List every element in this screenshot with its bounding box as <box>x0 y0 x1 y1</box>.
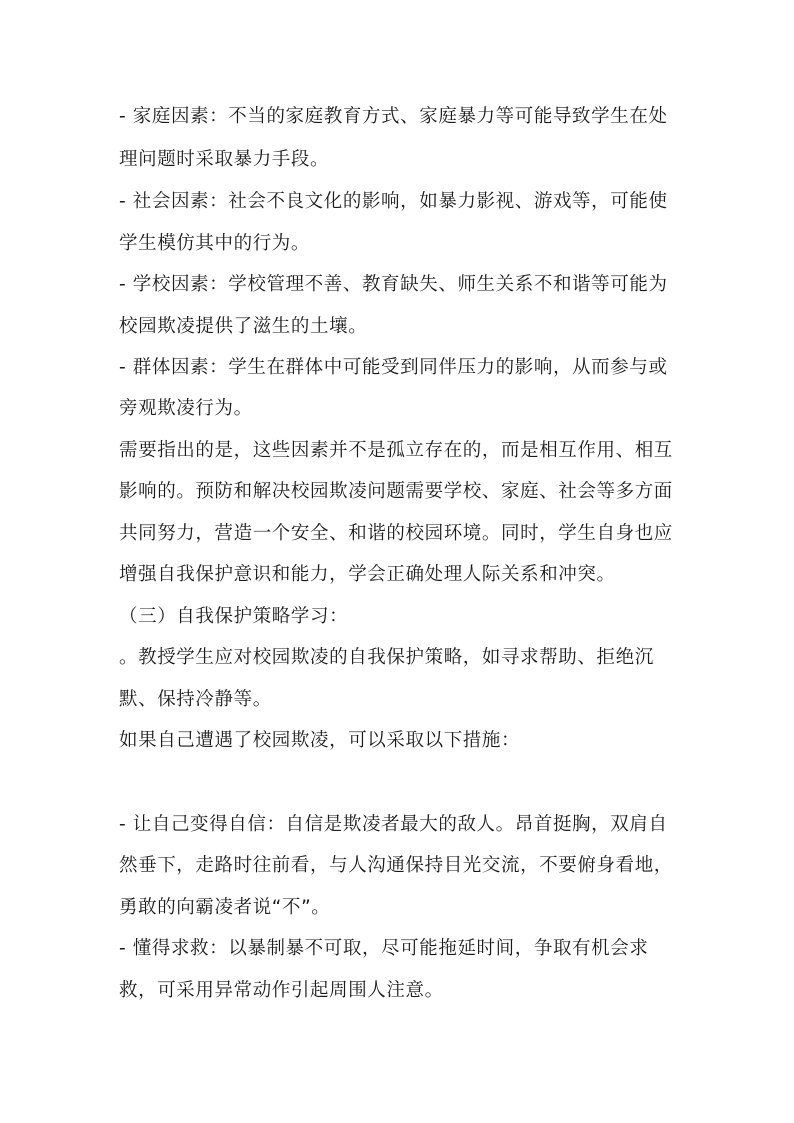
text-line: 如果自己遭遇了校园欺凌，可以采取以下措施： <box>119 730 521 751</box>
text-line: 理问题时采取暴力手段。 <box>119 149 330 170</box>
text-line: 勇敢的向霸凌者说“不”。 <box>119 897 331 918</box>
text-line: 默、保持冷静等。 <box>119 689 272 710</box>
text-line: - 让自己变得自信：自信是欺凌者最大的敌人。昂首挺胸，双肩自 <box>119 814 668 835</box>
text-line: 共同努力，营造一个安全、和谐的校园环境。同时，学生自身也应 <box>119 523 673 544</box>
text-line: - 家庭因素：不当的家庭教育方式、家庭暴力等可能导致学生在处 <box>119 106 668 127</box>
text-line: - 社会因素：社会不良文化的影响，如暴力影视、游戏等，可能使 <box>119 191 668 212</box>
text-line: 。教授学生应对校园欺凌的自我保护策略，如寻求帮助、拒绝沉 <box>119 647 654 668</box>
text-line: 学生模仿其中的行为。 <box>119 233 311 254</box>
section-heading: （三）自我保护策略学习： <box>119 606 349 627</box>
text-line: - 懂得求救：以暴制暴不可取，尽可能拖延时间，争取有机会求 <box>119 938 649 959</box>
text-line: 需要指出的是，这些因素并不是孤立存在的，而是相互作用、相互 <box>119 440 673 461</box>
text-line: 校园欺凌提供了滋生的土壤。 <box>119 316 368 337</box>
text-line: - 学校因素：学校管理不善、教育缺失、师生关系不和谐等可能为 <box>119 274 668 295</box>
text-line: 救，可采用异常动作引起周围人注意。 <box>119 980 444 1001</box>
text-line: 增强自我保护意识和能力，学会正确处理人际关系和冲突。 <box>119 564 616 585</box>
text-line: 然垂下，走路时往前看，与人沟通保持目光交流，不要俯身看地， <box>119 855 673 876</box>
text-line: - 群体因素：学生在群体中可能受到同伴压力的影响，从而参与或 <box>119 357 668 378</box>
text-line: 影响的。预防和解决校园欺凌问题需要学校、家庭、社会等多方面 <box>119 481 673 502</box>
text-line: 旁观欺凌行为。 <box>119 398 253 419</box>
